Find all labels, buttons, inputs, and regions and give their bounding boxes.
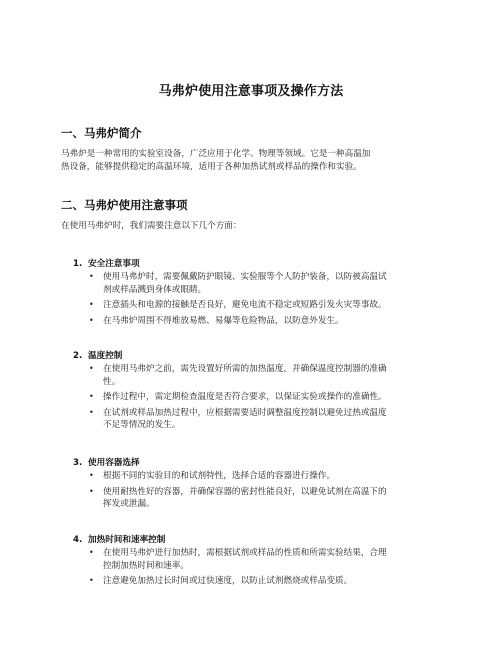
list-item — [0, 575, 443, 588]
list-item — [0, 363, 443, 388]
list-item-line: 注意避免加热过长时间或过快速度，以防止试剂燃烧或样品变质。 — [103, 576, 353, 586]
list-item-line: 操作过程中，需定期检查温度是否符合要求，以保证实验或操作的准确性。 — [103, 392, 387, 402]
list-item — [0, 486, 443, 511]
list-item-line: 剂或样品溅到身体或眼睛。 — [103, 284, 207, 295]
subsection-title: 使用容器选择 — [88, 458, 140, 468]
subsection-heading-heating-time — [73, 535, 165, 546]
list-item-line: 不足等情况的发生。 — [103, 420, 181, 430]
list-item-line: 在马弗炉周围不得堆放易燃、易爆等危险物品，以防意外发生。 — [103, 315, 344, 326]
list-item — [0, 271, 443, 296]
list-item-line: 在使用马弗炉进行加热时，需根据试剂或样品的性质和所需实验结果，合理 — [103, 548, 387, 558]
list-item — [0, 407, 443, 432]
list-item-line: 控制加热时间和速率。 — [103, 560, 189, 571]
list-item — [0, 391, 443, 404]
bullet-icon: • — [89, 407, 94, 417]
heating-time-list — [0, 547, 443, 591]
subsection-heading-temperature — [73, 351, 122, 362]
document-title: 马弗炉使用注意事项及操作方法 — [158, 84, 344, 99]
bullet-icon: • — [89, 392, 94, 401]
subsection-heading-container — [73, 458, 140, 469]
subsection-number: 3. — [73, 458, 83, 468]
bullet-icon: • — [89, 315, 94, 325]
subsection-number: 1. — [73, 259, 83, 269]
list-item-line: 挥发或泄漏。 — [103, 499, 155, 509]
list-item — [0, 299, 443, 312]
subsection-number: 2. — [73, 351, 83, 361]
list-item — [0, 547, 443, 572]
intro-paragraph — [61, 148, 441, 174]
list-item-line: 使用耐热性好的容器，并确保容器的密封性能良好，以避免试剂在高温下的 — [103, 486, 387, 497]
bullet-icon: • — [89, 486, 94, 496]
bullet-icon: • — [89, 364, 94, 373]
bullet-icon: • — [89, 272, 94, 281]
section-heading-precautions: 二、马弗炉使用注意事项 — [61, 198, 188, 212]
subsection-title: 安全注意事项 — [88, 259, 140, 269]
precautions-intro: 在使用马弗炉时，我们需要注意以下几个方面： — [61, 221, 242, 231]
list-item-line: 在使用马弗炉之前，需先设置好所需的加热温度，并确保温度控制器的准确 — [103, 364, 387, 374]
list-item-line: 根据不同的实验目的和试剂特性，选择合适的容器进行操作。 — [103, 471, 336, 481]
container-list — [0, 470, 443, 514]
intro-paragraph-line: 马弗炉是一种常用的实验室设备，广泛应用于化学、物理等领域。它是一种高温加 — [61, 149, 371, 159]
temperature-list — [0, 363, 443, 435]
list-item-line: 使用马弗炉时，需要佩戴防护眼镜、实验服等个人防护装备，以防被高温试 — [103, 272, 387, 282]
safety-list — [0, 271, 443, 330]
subsection-title: 温度控制 — [88, 351, 123, 361]
subsection-number: 4. — [73, 535, 83, 545]
subsection-heading-safety — [73, 259, 140, 270]
list-item — [0, 470, 443, 483]
bullet-icon: • — [89, 576, 94, 585]
list-item-line: 在试剂或样品加热过程中，应根据需要适时调整温度控制以避免过热或温度 — [103, 407, 387, 418]
list-item-line: 注意插头和电源的接触是否良好，避免电流不稳定或短路引发火灾等事故。 — [103, 300, 387, 310]
list-item — [0, 315, 443, 328]
list-item-line: 性。 — [103, 376, 121, 387]
bullet-icon: • — [89, 548, 94, 557]
bullet-icon: • — [89, 471, 94, 480]
subsection-title: 加热时间和速率控制 — [88, 535, 166, 545]
section-heading-intro: 一、马弗炉简介 — [61, 126, 142, 140]
intro-paragraph-line: 热设备，能够提供稳定的高温环境，适用于各种加热试剂或样品的操作和实验。 — [61, 162, 362, 172]
bullet-icon: • — [89, 300, 94, 309]
